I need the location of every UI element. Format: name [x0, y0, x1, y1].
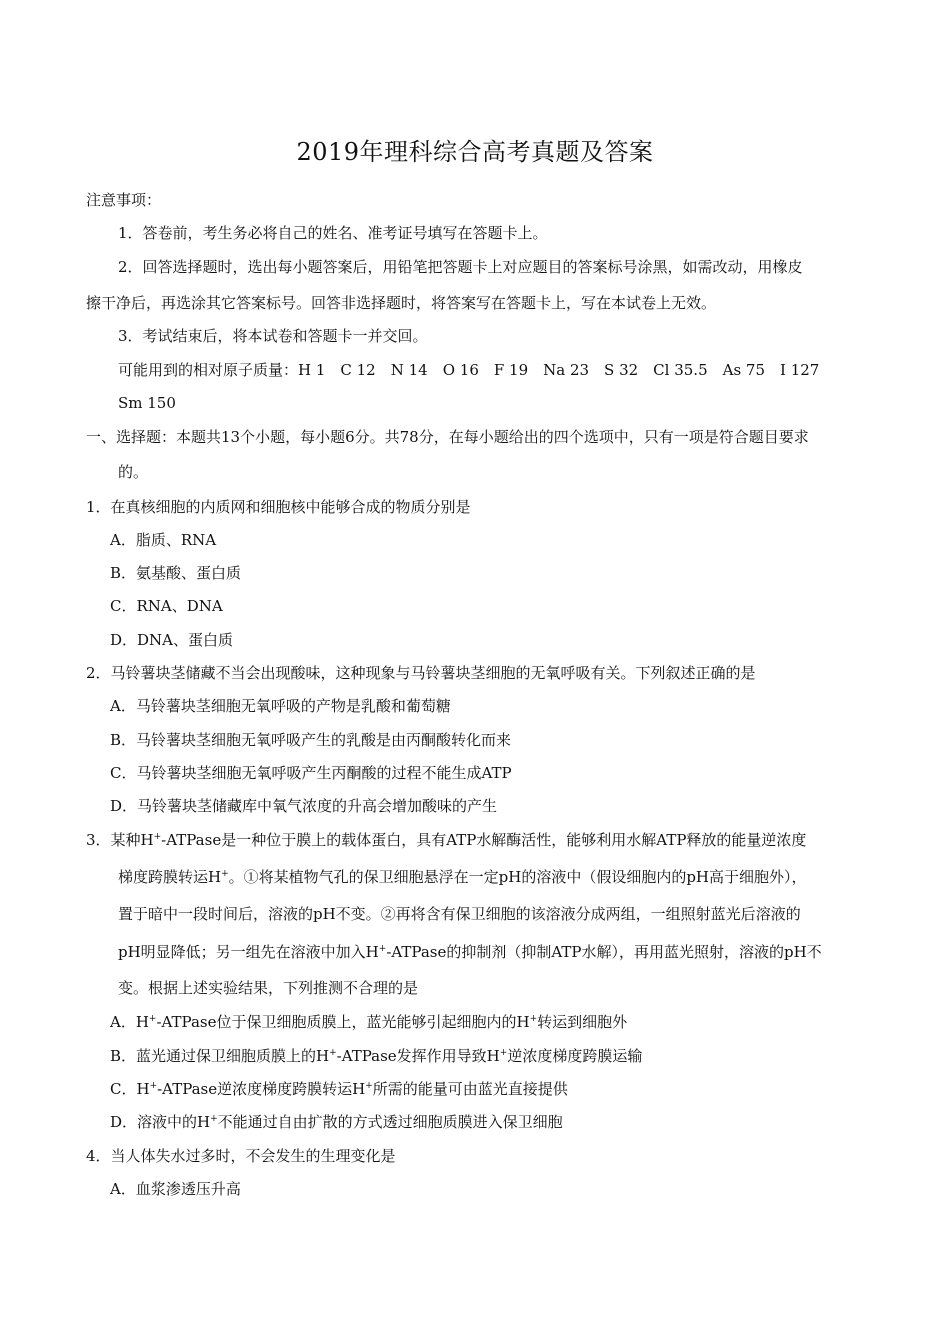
question-3-option-b: B．蓝光通过保卫细胞质膜上的H+-ATPase发挥作用导致H+逆浓度梯度跨膜运输: [110, 1047, 643, 1065]
superscript-plus: +: [365, 1081, 373, 1091]
superscript-plus: +: [378, 944, 387, 954]
question-2-option-b: B．马铃薯块茎细胞无氧呼吸产生的乳酸是由丙酮酸转化而来: [110, 731, 512, 749]
notice-item-3: 3．考试结束后，将本试卷和答题卡一并交回。: [118, 327, 428, 345]
question-3-stem-line-5: 变。根据上述实验结果，下列推测不合理的是: [118, 979, 419, 997]
section-heading-line-2: 的。: [118, 463, 149, 481]
question-3-stem-line-4: pH明显降低；另一组先在溶液中加入H+-ATPase的抑制剂（抑制ATP水解），再用蓝光照射，溶液的pH不: [118, 943, 822, 961]
question-1-option-a: A．脂质、RNA: [110, 531, 217, 549]
superscript-plus: +: [329, 1048, 337, 1058]
question-4-stem: 4．当人体失水过多时，不会发生的生理变化是: [86, 1147, 396, 1165]
question-3-stem-line-2: 梯度跨膜转运H+。①将某植物气孔的保卫细胞悬浮在一定pH的溶液中（假设细胞内的pH高于细胞外），: [118, 868, 807, 886]
superscript-plus: +: [153, 832, 162, 842]
question-2-stem: 2．马铃薯块茎储藏不当会出现酸味，这种现象与马铃薯块茎细胞的无氧呼吸有关。下列叙述正确的是: [86, 664, 756, 682]
notice-item-2-line-1: 2．回答选择题时，选出每小题答案后，用铅笔把答题卡上对应题目的答案标号涂黑，如需改动，用橡皮: [118, 258, 803, 276]
superscript-plus: +: [529, 1014, 538, 1024]
question-2-option-a: A．马铃薯块茎细胞无氧呼吸的产物是乳酸和葡萄糖: [110, 697, 451, 715]
question-1-option-c: C．RNA、DNA: [110, 597, 223, 615]
question-3-stem-line-3: 置于暗中一段时间后，溶液的pH不变。②再将含有保卫细胞的该溶液分成两组，一组照射蓝光后溶液的: [118, 905, 801, 923]
superscript-plus: +: [149, 1081, 158, 1091]
superscript-plus: +: [210, 1114, 218, 1124]
question-1-stem: 1．在真核细胞的内质网和细胞核中能够合成的物质分别是: [86, 498, 471, 516]
question-3-stem-line-1: 3．某种H+-ATPase是一种位于膜上的载体蛋白，具有ATP水解酶活性，能够利用水解ATP释放的能量逆浓度: [86, 831, 807, 849]
superscript-plus: +: [499, 1048, 508, 1058]
section-heading-line-1: 一、选择题：本题共13个小题，每小题6分。共78分，在每小题给出的四个选项中，只有一项是符合题目要求: [86, 428, 809, 446]
superscript-plus: +: [221, 869, 229, 879]
question-4-option-a: A．血浆渗透压升高: [110, 1180, 241, 1198]
question-3-option-c: C．H+-ATPase逆浓度梯度跨膜转运H+所需的能量可由蓝光直接提供: [110, 1080, 568, 1098]
atomic-masses-line-1: 可能用到的相对原子质量：H 1 C 12 N 14 O 16 F 19 Na 23 S 32 Cl 35.5 As 75 I 127: [118, 361, 820, 379]
question-2-option-d: D．马铃薯块茎储藏库中氧气浓度的升高会增加酸味的产生: [110, 797, 498, 815]
question-3-option-d: D．溶液中的H+不能通过自由扩散的方式透过细胞质膜进入保卫细胞: [110, 1113, 563, 1131]
superscript-plus: +: [148, 1014, 157, 1024]
question-1-option-b: B．氨基酸、蛋白质: [110, 564, 242, 582]
page-title: 2019年理科综合高考真题及答案: [296, 138, 654, 166]
atomic-masses-line-2: Sm 150: [118, 394, 176, 412]
question-3-option-a: A．H+-ATPase位于保卫细胞质膜上，蓝光能够引起细胞内的H+转运到细胞外: [110, 1013, 628, 1031]
notice-item-1: 1．答卷前，考生务必将自己的姓名、准考证号填写在答题卡上。: [118, 224, 548, 242]
question-2-option-c: C．马铃薯块茎细胞无氧呼吸产生丙酮酸的过程不能生成ATP: [110, 764, 512, 782]
notice-item-2-line-2: 擦干净后，再选涂其它答案标号。回答非选择题时，将答案写在答题卡上，写在本试卷上无效。: [86, 294, 717, 312]
question-1-option-d: D．DNA、蛋白质: [110, 631, 234, 649]
notice-heading: 注意事项：: [86, 191, 162, 209]
